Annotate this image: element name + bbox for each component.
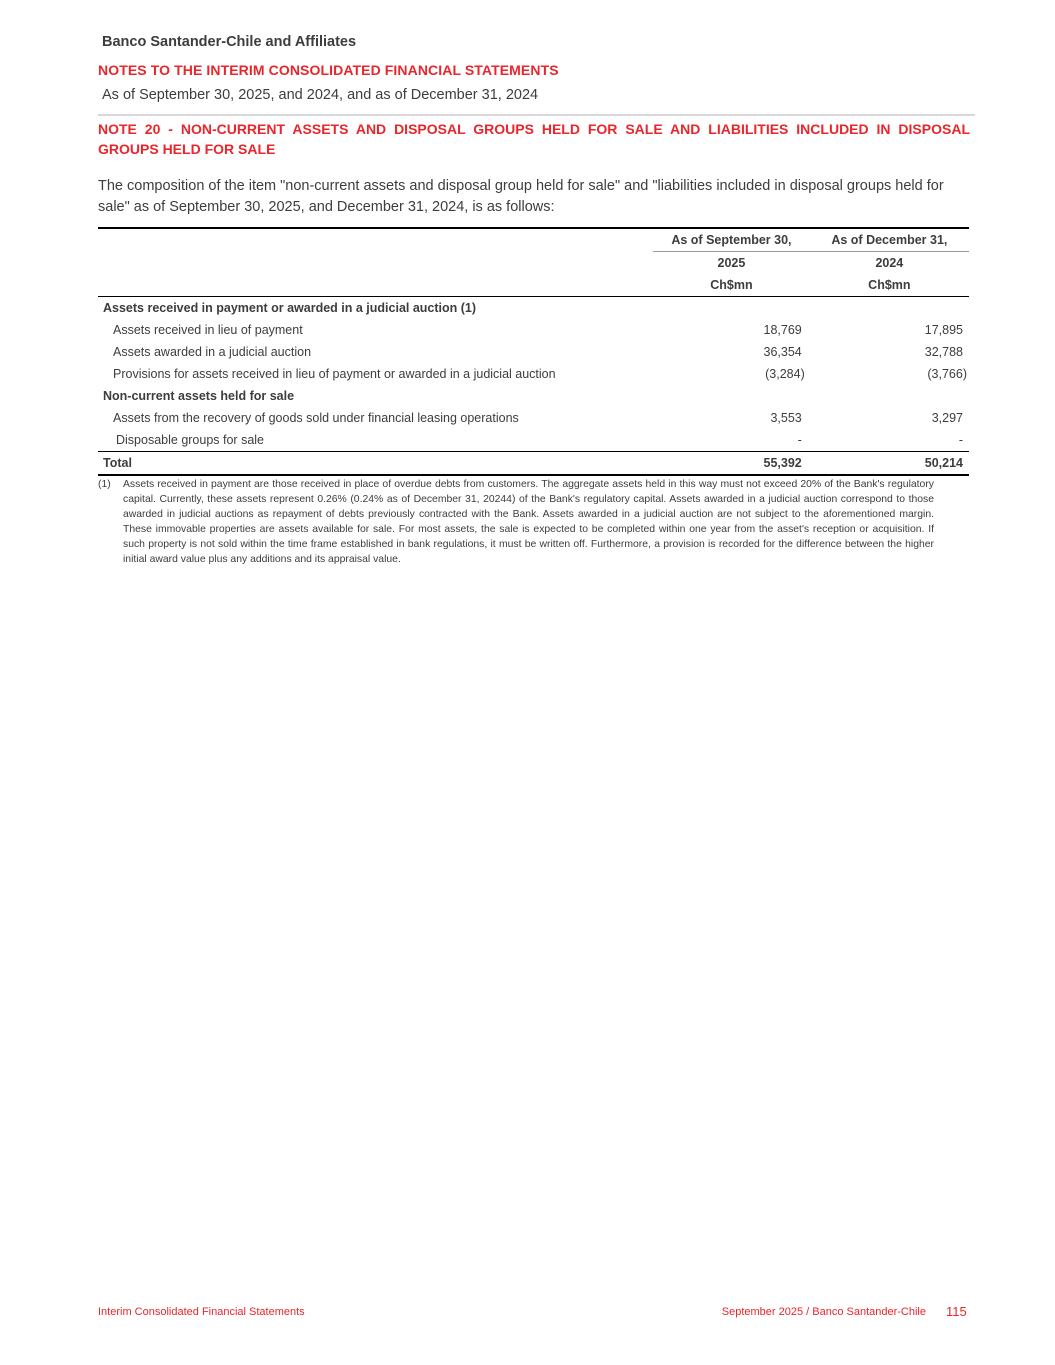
- footer-period-bank: September 2025 / Banco Santander-Chile: [721, 1306, 926, 1318]
- col-2024-period: As of December 31,: [810, 228, 969, 252]
- value-2024: 3,297: [931, 411, 963, 425]
- notes-title: NOTES TO THE INTERIM CONSOLIDATED FINANCIAL STATEMENTS: [98, 62, 559, 78]
- footnote: [98, 477, 934, 567]
- row-label: Assets from the recovery of goods sold under financial leasing operations: [113, 411, 519, 425]
- row-label: Disposable groups for sale: [98, 429, 653, 452]
- note-heading: NOTE 20 - NON-CURRENT ASSETS AND DISPOSAL GROUPS HELD FOR SALE AND LIABILITIES INCLUDED IN DISPOSAL GROUPS HELD FOR SALE: [98, 121, 970, 157]
- total-2024: 50,214: [810, 452, 969, 476]
- total-label: Total: [98, 452, 653, 476]
- section-heading: Assets received in payment or awarded in a judicial auction (1): [103, 301, 477, 315]
- value-2025: -: [653, 429, 810, 452]
- value-2025: 18,769: [763, 323, 802, 337]
- table-row: [98, 429, 969, 452]
- col-2024-unit: Ch$mn: [810, 274, 969, 297]
- value-2024: 32,788: [924, 345, 963, 359]
- table-header-row: [98, 252, 969, 275]
- value-2025: 36,354: [763, 345, 802, 359]
- total-row: [98, 452, 969, 476]
- col-2025-year: 2025: [717, 256, 746, 270]
- reporting-period: As of September 30, 2025, and 2024, and as of December 31, 2024: [102, 87, 539, 103]
- section-heading-row: [98, 297, 969, 320]
- assets-held-for-sale-table: [98, 227, 969, 476]
- value-2024: (3,766): [927, 367, 967, 381]
- header-divider: [98, 114, 975, 116]
- page-number: 115: [946, 1304, 967, 1319]
- table-row: [98, 407, 969, 429]
- table-header-row: [98, 228, 969, 252]
- value-2024: 17,895: [924, 323, 963, 337]
- table-row: [98, 363, 969, 385]
- company-name: Banco Santander-Chile and Affiliates: [102, 34, 357, 50]
- footnote-text: Assets received in payment are those received in place of overdue debts from customers. The aggregate assets held in this way must not exceed 20% of the Bank's regulatory capital. Currently, these assets represent 0.26% (0.24% as of December 31, 20244) of the Bank's regulatory capital. Assets awarded in a judicial auction correspond to those awarded in judicial auctions as repayment of debts previously contracted with the Bank. Assets awarded in a judicial auction are not subject to the aforementioned margin. These immovable properties are assets available for sale. For most assets, the sale is expected to be completed within one year from the asset's reception or acquisition. If such property is not sold within the time frame established in bank regulations, it must be written off. Furthermore, a provision is recorded for the difference between the higher initial award value plus any additions and its appraisal value.: [123, 479, 934, 565]
- col-2024-year: 2024: [875, 256, 904, 270]
- table-row: [98, 319, 969, 341]
- row-label: Assets awarded in a judicial auction: [113, 345, 312, 359]
- value-2024: -: [810, 429, 969, 452]
- col-2025-period: As of September 30,: [653, 228, 810, 252]
- row-label: Assets received in lieu of payment: [113, 323, 303, 337]
- total-2025: 55,392: [653, 452, 810, 476]
- table-header-row: [98, 274, 969, 297]
- footnote-marker: (1): [98, 479, 111, 490]
- value-2025: (3,284): [765, 367, 805, 381]
- col-2025-unit: Ch$mn: [653, 274, 810, 297]
- value-2025: 3,553: [770, 411, 802, 425]
- footer-document-title: Interim Consolidated Financial Statements: [98, 1306, 305, 1318]
- row-label: Provisions for assets received in lieu of payment or awarded in a judicial auction: [113, 367, 556, 381]
- section-heading-row: [98, 385, 969, 407]
- note-intro: The composition of the item "non-current assets and disposal group held for sale" and "liabilities included in disposal groups held for sale" as of September 30, 2025, and December 31, 2024, is as follows:: [98, 178, 944, 215]
- section-heading: Non-current assets held for sale: [103, 389, 295, 403]
- table-row: [98, 341, 969, 363]
